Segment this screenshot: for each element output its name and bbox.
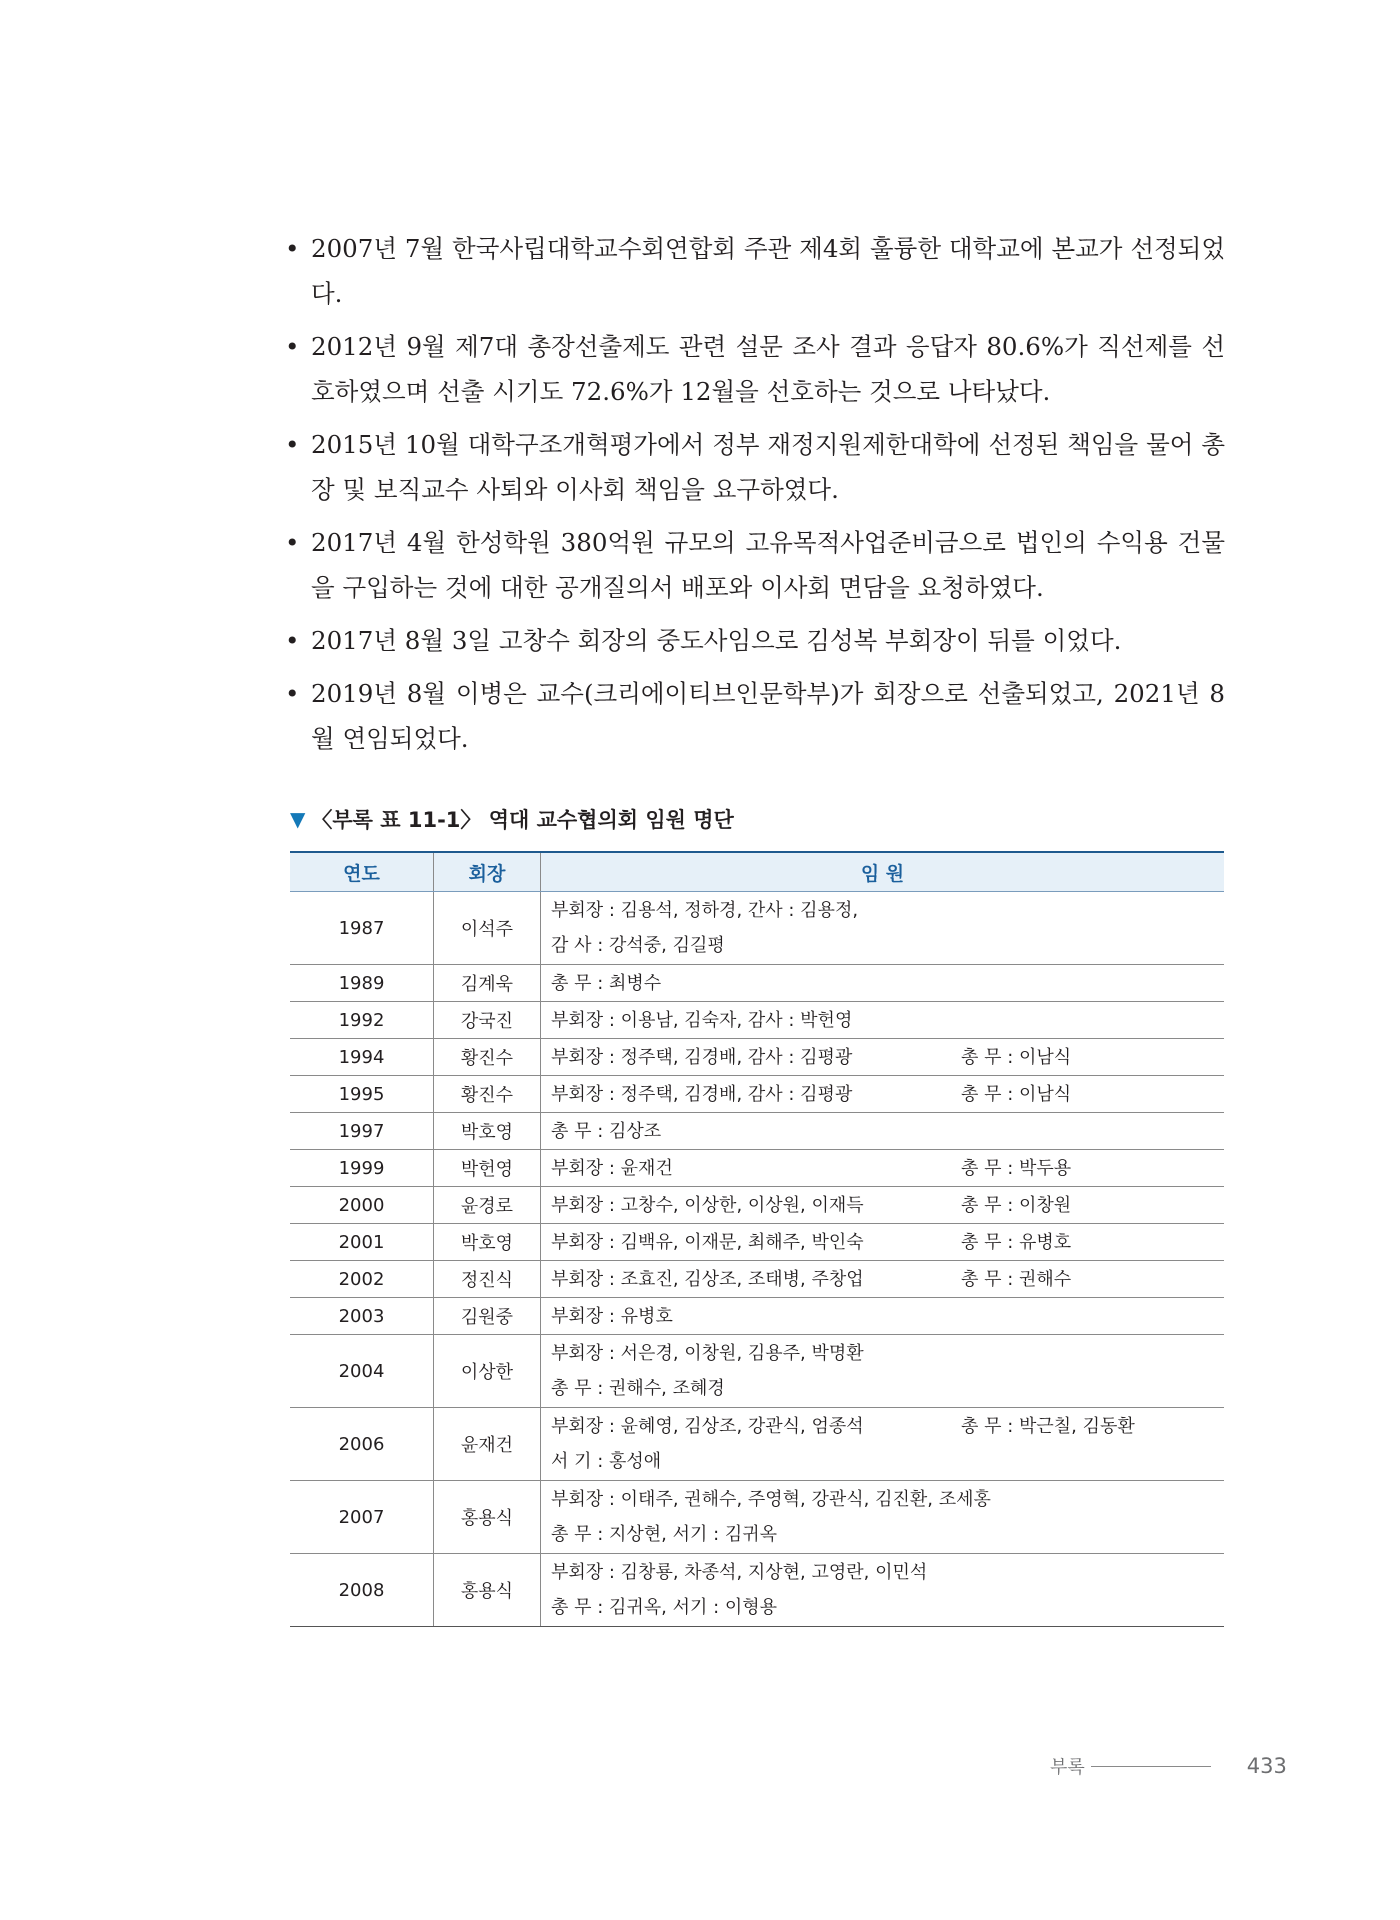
officers-cell — [541, 1002, 1225, 1039]
officer-line — [551, 1151, 1224, 1186]
officers-cell — [541, 892, 1225, 965]
officer-line — [551, 1555, 1224, 1590]
table-row — [290, 1335, 1224, 1408]
table-row — [290, 1554, 1224, 1627]
officers-cell — [541, 1261, 1225, 1298]
year-cell: 2007 — [290, 1481, 434, 1554]
year-cell: 1999 — [290, 1150, 434, 1187]
year-cell: 2000 — [290, 1187, 434, 1224]
bullet-item — [285, 422, 1225, 512]
bullet-item — [285, 618, 1225, 663]
officer-main-text: 부회장 : 김백유, 이재문, 최해주, 박인숙 — [551, 1231, 864, 1253]
officer-main-text: 감 사 : 강석중, 김길평 — [551, 935, 725, 956]
officer-main-text: 총 무 : 최병수 — [551, 972, 662, 994]
bullet-text: 2007년 7월 한국사립대학교수회연합회 주관 제4회 훌륭한 대학교에 본교가 선정되었다. — [311, 234, 1225, 308]
officer-secretary-text: 총 무 : 권해수 — [961, 1268, 1072, 1290]
header-president: 회장 — [434, 852, 541, 892]
header-year: 연도 — [290, 852, 434, 892]
president-cell: 홍용식 — [434, 1554, 541, 1627]
year-cell: 2002 — [290, 1261, 434, 1298]
bullet-text: 2017년 8월 3일 고창수 회장의 중도사임으로 김성복 부회장이 뒤를 이었다. — [311, 626, 1122, 655]
bullet-text: 2017년 4월 한성학원 380억원 규모의 고유목적사업준비금으로 법인의 수익용 건물을 구입하는 것에 대한 공개질의서 배포와 이사회 면담을 요청하였다. — [311, 528, 1225, 602]
officer-main-text: 총 무 : 권해수, 조혜경 — [551, 1378, 725, 1399]
president-cell: 박호영 — [434, 1113, 541, 1150]
year-cell: 1994 — [290, 1039, 434, 1076]
officer-line — [551, 1371, 1224, 1406]
bullet-item — [285, 671, 1225, 761]
officer-main-text: 총 무 : 지상현, 서기 : 김귀옥 — [551, 1524, 778, 1545]
officer-line — [551, 928, 1224, 963]
officer-line — [551, 966, 1224, 1001]
bullet-item — [285, 226, 1225, 316]
officer-roster-table — [290, 851, 1224, 1627]
officer-main-text: 부회장 : 정주택, 김경배, 감사 : 김평광 — [551, 1046, 853, 1068]
table-header-row — [290, 852, 1224, 892]
president-cell: 윤경로 — [434, 1187, 541, 1224]
officers-cell — [541, 1224, 1225, 1261]
president-cell: 정진식 — [434, 1261, 541, 1298]
officers-cell — [541, 1408, 1225, 1481]
president-cell: 황진수 — [434, 1039, 541, 1076]
footer-section-label: 부록 — [1050, 1757, 1085, 1778]
president-cell: 황진수 — [434, 1076, 541, 1113]
officers-cell — [541, 1150, 1225, 1187]
year-cell: 2004 — [290, 1335, 434, 1408]
officer-secretary-text: 총 무 : 박근칠, 김동환 — [961, 1416, 1135, 1437]
president-cell: 이석주 — [434, 892, 541, 965]
officer-main-text: 부회장 : 서은경, 이창원, 김용주, 박명환 — [551, 1343, 864, 1364]
table-row — [290, 1187, 1224, 1224]
officer-line — [551, 1188, 1224, 1223]
president-cell: 김계욱 — [434, 965, 541, 1002]
officer-line — [551, 1114, 1224, 1149]
officer-line — [551, 1299, 1224, 1334]
president-cell: 김원중 — [434, 1298, 541, 1335]
president-cell: 홍용식 — [434, 1481, 541, 1554]
table-caption-text: 〈부록 표 11-1〉 역대 교수협의회 임원 명단 — [311, 808, 734, 832]
table-row — [290, 1261, 1224, 1298]
officers-cell — [541, 1039, 1225, 1076]
table-row — [290, 1076, 1224, 1113]
bullet-item — [285, 520, 1225, 610]
bullet-dot-icon: • — [285, 679, 300, 708]
officers-cell — [541, 965, 1225, 1002]
officer-main-text: 부회장 : 유병호 — [551, 1305, 673, 1327]
officers-cell — [541, 1187, 1225, 1224]
table-row — [290, 1113, 1224, 1150]
officers-cell — [541, 1298, 1225, 1335]
table-row — [290, 1481, 1224, 1554]
bullet-text: 2015년 10월 대학구조개혁평가에서 정부 재정지원제한대학에 선정된 책임을 물어 총장 및 보직교수 사퇴와 이사회 책임을 요구하였다. — [311, 430, 1225, 504]
officer-main-text: 부회장 : 김용석, 정하경, 간사 : 김용정, — [551, 900, 859, 921]
president-cell: 이상한 — [434, 1335, 541, 1408]
president-cell: 윤재건 — [434, 1408, 541, 1481]
officer-secretary-text: 총 무 : 박두용 — [961, 1157, 1072, 1179]
table-row — [290, 1298, 1224, 1335]
bullet-text: 2019년 8월 이병은 교수(크리에이티브인문학부)가 회장으로 선출되었고, 2021년 8월 연임되었다. — [311, 679, 1225, 753]
table-row — [290, 1039, 1224, 1076]
page-number: 433 — [1246, 1754, 1287, 1778]
bullet-dot-icon: • — [285, 528, 300, 557]
bullet-dot-icon: • — [285, 626, 300, 655]
year-cell: 2003 — [290, 1298, 434, 1335]
officer-main-text: 총 무 : 김귀옥, 서기 : 이형용 — [551, 1597, 778, 1618]
officer-secretary-text: 총 무 : 유병호 — [961, 1231, 1072, 1253]
officer-main-text: 부회장 : 김창룡, 차종석, 지상현, 고영란, 이민석 — [551, 1562, 928, 1583]
year-cell: 2008 — [290, 1554, 434, 1627]
officer-main-text: 부회장 : 이용남, 김숙자, 감사 : 박헌영 — [551, 1009, 853, 1031]
bullet-item — [285, 324, 1225, 414]
table-caption — [290, 804, 734, 834]
table-row — [290, 965, 1224, 1002]
year-cell: 1997 — [290, 1113, 434, 1150]
officer-line — [551, 1225, 1224, 1260]
year-cell: 1987 — [290, 892, 434, 965]
officers-cell — [541, 1554, 1225, 1627]
officer-main-text: 부회장 : 정주택, 김경배, 감사 : 김평광 — [551, 1083, 853, 1105]
table-body — [290, 892, 1224, 1627]
officers-cell — [541, 1481, 1225, 1554]
officer-line — [551, 1482, 1224, 1517]
bullet-dot-icon: • — [285, 332, 300, 361]
table-row — [290, 1002, 1224, 1039]
year-cell: 1995 — [290, 1076, 434, 1113]
officers-cell — [541, 1335, 1225, 1408]
header-officers: 임 원 — [541, 852, 1225, 892]
bullet-dot-icon: • — [285, 430, 300, 459]
year-cell: 1992 — [290, 1002, 434, 1039]
officer-line — [551, 1336, 1224, 1371]
officer-line — [551, 1409, 1224, 1444]
table-row — [290, 1408, 1224, 1481]
officer-line — [551, 1003, 1224, 1038]
officer-line — [551, 1590, 1224, 1625]
officer-secretary-text: 총 무 : 이남식 — [961, 1083, 1072, 1105]
bullet-text: 2012년 9월 제7대 총장선출제도 관련 설문 조사 결과 응답자 80.6%가 직선제를 선호하였으며 선출 시기도 72.6%가 12월을 선호하는 것으로 나타났다. — [311, 332, 1225, 406]
page-footer — [1050, 1753, 1295, 1779]
officer-line — [551, 1262, 1224, 1297]
bullet-dot-icon: • — [285, 234, 300, 263]
officers-cell — [541, 1076, 1225, 1113]
officer-line — [551, 1077, 1224, 1112]
footer-rule — [1091, 1766, 1211, 1767]
officer-main-text: 총 무 : 김상조 — [551, 1120, 662, 1142]
officer-main-text: 부회장 : 윤재건 — [551, 1157, 673, 1179]
bullet-list — [285, 226, 1225, 769]
officer-main-text: 부회장 : 윤혜영, 김상조, 강관식, 엄종석 — [551, 1416, 864, 1437]
officer-line — [551, 1040, 1224, 1075]
officer-main-text: 서 기 : 홍성애 — [551, 1451, 662, 1472]
officer-line — [551, 1517, 1224, 1552]
president-cell: 박호영 — [434, 1224, 541, 1261]
president-cell: 강국진 — [434, 1002, 541, 1039]
year-cell: 1989 — [290, 965, 434, 1002]
officer-main-text: 부회장 : 고창수, 이상한, 이상원, 이재득 — [551, 1194, 864, 1216]
officer-main-text: 부회장 : 이태주, 권해수, 주영혁, 강관식, 김진환, 조세홍 — [551, 1489, 991, 1510]
triangle-marker-icon: ▼ — [290, 807, 306, 831]
table-row — [290, 1150, 1224, 1187]
table-row — [290, 1224, 1224, 1261]
officers-cell — [541, 1113, 1225, 1150]
year-cell: 2001 — [290, 1224, 434, 1261]
year-cell: 2006 — [290, 1408, 434, 1481]
officer-secretary-text: 총 무 : 이창원 — [961, 1194, 1072, 1216]
officer-main-text: 부회장 : 조효진, 김상조, 조태병, 주창업 — [551, 1268, 864, 1290]
officer-secretary-text: 총 무 : 이남식 — [961, 1046, 1072, 1068]
officer-line — [551, 893, 1224, 928]
officer-line — [551, 1444, 1224, 1479]
president-cell: 박헌영 — [434, 1150, 541, 1187]
table-row — [290, 892, 1224, 965]
